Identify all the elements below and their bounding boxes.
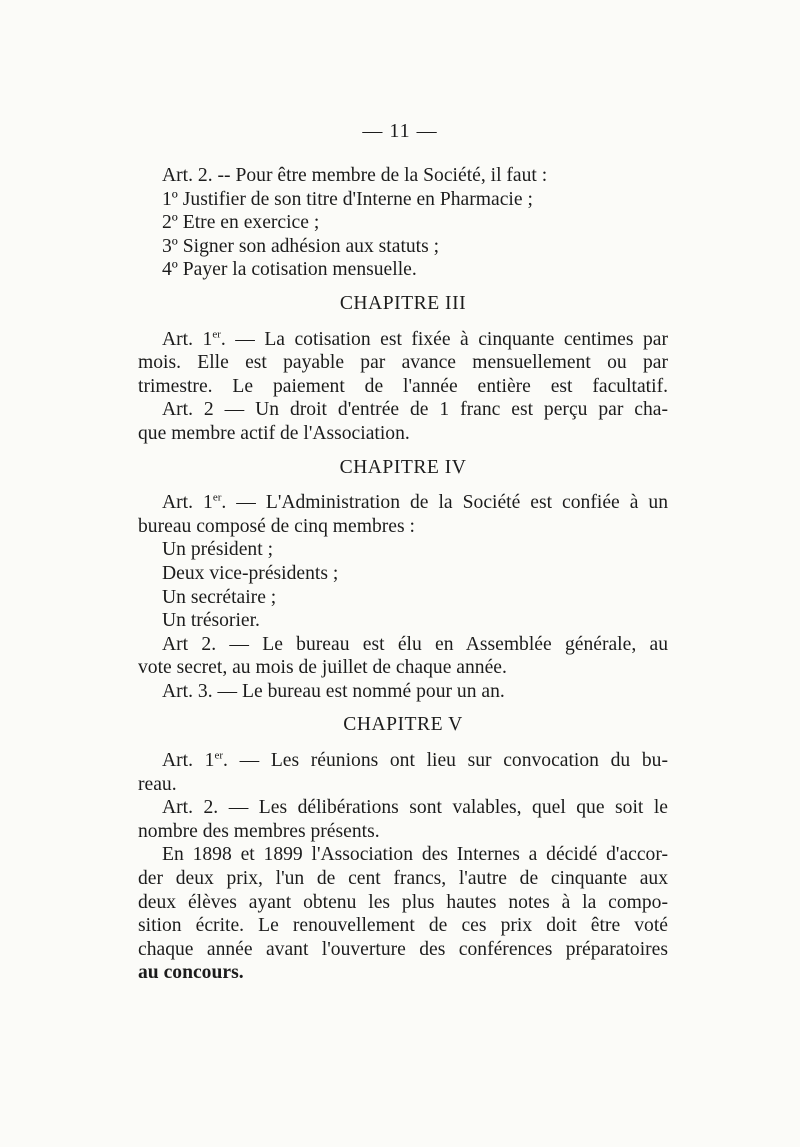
ch4-art2-line2: vote secret, au mois de juillet de chaque année.	[138, 657, 507, 679]
ch4-art3: Art. 3. — Le bureau est nommé pour un an.	[162, 680, 505, 702]
art2-item-4: 4º Payer la cotisation mensuelle.	[162, 259, 417, 281]
ch5-art1-line1	[138, 749, 668, 773]
ch4-art2-line1: Art 2. — Le bureau est élu en Assemblée générale, au	[162, 633, 668, 655]
ch5-para-line-3: deux élèves ayant obtenu les plus hautes notes à la compo-	[138, 891, 668, 913]
ch3-art2-line1: Art. 2 — Un droit d'entrée de 1 franc est perçu par cha-	[162, 399, 668, 421]
ch4-member-3: Un secrétaire ;	[162, 586, 277, 608]
art2-intro: Art. 2. -- Pour être membre de la Société, il faut :	[162, 165, 548, 186]
ch3-line-3: trimestre. Le paiement de l'année entière est facultatif.	[138, 375, 668, 397]
ch4-art1-line2: bureau composé de cinq membres :	[138, 515, 415, 537]
ch5-art2-line2: nombre des membres présents.	[138, 820, 380, 842]
art2-item-1: 1º Justifier de son titre d'Interne en Pharmacie ;	[162, 188, 533, 210]
chapitre-4-heading: CHAPITRE IV	[339, 456, 467, 478]
chapitre-3-heading: CHAPITRE III	[339, 292, 467, 314]
ch3-art2-line2: que membre actif de l'Association.	[138, 422, 410, 444]
ch4-member-1: Un président ;	[162, 539, 274, 561]
art2-item-3: 3º Signer son adhésion aux statuts ;	[162, 235, 440, 257]
ch5-art2-line1: Art. 2. — Les délibérations sont valables, quel que soit le	[162, 797, 668, 819]
ch5-para-line-1: En 1898 et 1899 l'Association des Internes a décidé d'accor-	[162, 844, 668, 866]
ch3-art1-line1	[138, 328, 668, 352]
ch3-art1-sup: er	[212, 328, 221, 341]
page-number: — 11 —	[362, 120, 438, 142]
ch5-para-line-4: sition écrite. Le renouvellement de ces prix doit être voté	[138, 915, 668, 937]
ch5-art1-line2: reau.	[138, 773, 177, 795]
art2-item-2: 2º Etre en exercice ;	[162, 212, 320, 234]
document-body	[138, 164, 668, 985]
ch3-art1-label: Art. 1	[162, 328, 213, 350]
ch4-art1-sup: er	[212, 491, 222, 504]
ch5-art1-rest: . — Les réunions ont lieu sur convocation du bu-	[223, 750, 668, 772]
ch4-art1-rest: . — L'Administration de la Société est confiée à un	[221, 492, 668, 514]
ch3-art1-rest: . — La cotisation est fixée à cinquante centimes par	[220, 328, 669, 350]
ch5-para-last-line: au concours.	[138, 962, 244, 984]
ch3-line-2: mois. Elle est payable par avance mensuellement ou par	[138, 352, 668, 374]
chapitre-5-heading: CHAPITRE V	[343, 714, 463, 736]
ch4-art1-label: Art. 1	[162, 492, 213, 514]
ch4-art1-line1	[138, 491, 668, 515]
ch4-member-4: Un trésorier.	[162, 610, 260, 632]
ch5-art1-label: Art. 1	[162, 750, 215, 772]
ch5-para-line-2: der deux prix, l'un de cent francs, l'autre de cinquante aux	[138, 868, 668, 890]
ch5-para-line-5: chaque année avant l'ouverture des conférences préparatoires	[138, 938, 668, 960]
ch5-art1-sup: er	[214, 749, 224, 762]
ch4-member-2: Deux vice-présidents ;	[162, 562, 339, 584]
